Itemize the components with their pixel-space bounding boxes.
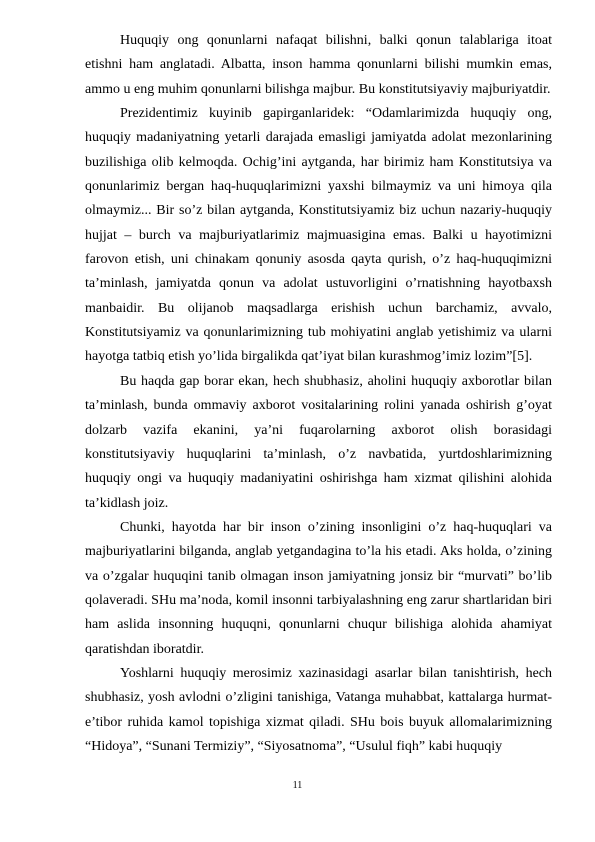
- paragraph: Prezidentimiz kuyinib gapirganlaridek: “Odamlarimizda huquqiy ong, huquqiy madaniyatning yetarli darajada emasligi jamiyatda adolat mezonlarining buzilishiga olib kelmoqda. Ochig’ini aytganda, har birimiz ham Konstitutsiya va qonunlarimiz bergan haq-huquqlarimizni yaxshi bilmaymiz va uni himoya qila olmaymiz... Bir so’z bilan aytganda, Konstitutsiyamiz biz uchun nazariy-huquqiy hujjat – burch va majburiyatlarimiz majmuasigina emas. Balki u hayotimizni farovon etish, uni chinakam qonuniy asosda qayta qurish, o’z haq-huquqimizni ta’minlash, jamiyatda qonun va adolat ustuvorligini o’rnatishning hayotbaxsh manbaidir. Bu olijanob maqsadlarga erishish uchun barchamiz, avvalo, Konstitutsiyamiz va qonunlarimizning tub mohiyatini anglab yetishimiz va ularni hayotga tatbiq etish yo’lida birgalikda qat’iyat bilan kurashmog’imiz lozim”[5].: [85, 106, 552, 365]
- page-number: 11: [292, 780, 303, 791]
- body-text: [85, 29, 552, 759]
- paragraph: Bu haqda gap borar ekan, hech shubhasiz, aholini huquqiy axborotlar bilan ta’minlash, bunda ommaviy axborot vositalarining rolini yanada oshirish g’oyat dolzarb vazifa ekanini, ya’ni fuqarolarning axborot olish borasidagi konstitutsiyaviy huquqlarini ta’minlash, o’z navbatida, yurtdoshlarimizning huquqiy ongi va huquqiy madaniyatini oshirishga ham xizmat qilishini alohida ta’kidlash joiz.: [85, 373, 552, 511]
- paragraph: Chunki, hayotda har bir inson o’zining insonligini o’z haq-huquqlari va majburiyatlarini bilganda, anglab yetgandagina to’la his etadi. Aks holda, o’zining va o’zgalar huquqini tanib olmagan inson jamiyatning jonsiz bir “murvati” bo’lib qolaveradi. SHu ma’noda, komil insonni tarbiyalashning eng zarur shartlaridan biri ham aslida insonning huquqni, qonunlarni chuqur bilishiga alohida ahamiyat qaratishdan iboratdir.: [85, 519, 552, 657]
- paragraph: Huquqiy ong qonunlarni nafaqat bilishni, balki qonun talablariga itoat etishni ham anglatadi. Albatta, inson hamma qonunlarni bilishi mumkin emas, ammo u eng muhim qonunlarni bilishga majbur. Bu konstitutsiyaviy majburiyatdir.: [85, 33, 552, 97]
- paragraph: Yoshlarni huquqiy merosimiz xazinasidagi asarlar bilan tanishtirish, hech shubhasiz, yosh avlodni o’zligini tanishiga, Vatanga muhabbat, kattalarga hurmat-e’tibor ruhida kamol topishiga xizmat qiladi. SHu bois buyuk allomalarimizning “Hidoya”, “Sunani Termiziy”, “Siyosatnoma”, “Usulul fiqh” kabi huquqiy: [85, 665, 552, 754]
